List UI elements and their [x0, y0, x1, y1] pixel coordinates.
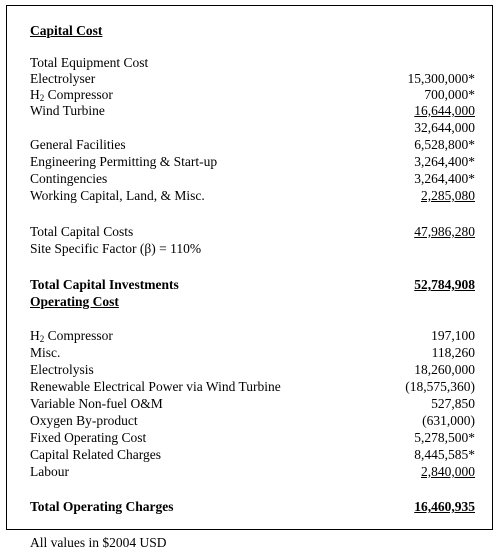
operating-item-row: [30, 396, 475, 412]
operating-item-label: Variable Non-fuel O&M: [30, 396, 163, 411]
capital-cost-heading: Capital Cost: [30, 23, 103, 38]
operating-item-value: 8,445,585*: [414, 447, 475, 462]
operating-item-label: Labour: [30, 464, 69, 479]
capital-item-label: [30, 87, 113, 103]
operating-item-row: [30, 413, 475, 429]
capital-item-value: 15,300,000*: [407, 71, 475, 86]
site-factor-label: Site Specific Factor (β) = 110%: [30, 241, 202, 256]
footnote: All values in $2004 USD: [30, 535, 167, 550]
operating-item-row: [30, 328, 475, 344]
operating-item-value: (631,000): [422, 413, 475, 428]
capital-investments-label: Total Capital Investments: [30, 277, 179, 292]
operating-item-row: [30, 379, 475, 395]
operating-item-value: 527,850: [431, 396, 475, 411]
other-item-label: General Facilities: [30, 137, 126, 152]
capital-total-row: [30, 224, 475, 240]
operating-item-value: 5,278,500*: [414, 430, 475, 445]
capital-item-value: 16,644,000: [414, 103, 475, 118]
operating-item-label: Capital Related Charges: [30, 447, 161, 462]
label-prefix: H: [30, 328, 40, 343]
operating-total-row: [30, 499, 475, 515]
operating-cost-heading: Operating Cost: [30, 294, 119, 309]
capital-item-row: [30, 71, 475, 87]
operating-total-value: 16,460,935: [414, 499, 475, 514]
operating-item-row: [30, 430, 475, 446]
other-item-row: [30, 171, 475, 187]
operating-item-row: [30, 464, 475, 480]
operating-item-value: 18,260,000: [414, 362, 475, 377]
label-subscript: 2: [39, 334, 45, 344]
capital-item-row: [30, 103, 475, 119]
operating-item-value: (18,575,360): [405, 379, 475, 394]
operating-item-value: 2,840,000: [421, 464, 475, 479]
cost-table-frame: [6, 5, 493, 530]
site-factor-row: [30, 241, 475, 257]
equipment-total-value: 32,644,000: [414, 120, 475, 135]
capital-total-value: 47,986,280: [414, 224, 475, 239]
other-item-value: 3,264,400*: [414, 171, 475, 186]
capital-total-label: Total Capital Costs: [30, 224, 134, 239]
label-subscript: 2: [39, 93, 45, 103]
equipment-heading-row: [30, 55, 475, 71]
other-item-row: [30, 188, 475, 204]
operating-item-label: Misc.: [30, 345, 61, 360]
operating-total-label: Total Operating Charges: [30, 499, 174, 514]
equipment-heading: Total Equipment Cost: [30, 55, 149, 70]
other-item-row: [30, 154, 475, 170]
other-item-label: Working Capital, Land, & Misc.: [30, 188, 205, 203]
operating-item-label: Fixed Operating Cost: [30, 430, 147, 445]
label-suffix: Compressor: [44, 87, 113, 102]
other-item-label: Engineering Permitting & Start-up: [30, 154, 218, 169]
capital-investments-value: 52,784,908: [414, 277, 475, 292]
capital-item-label: Electrolyser: [30, 71, 96, 86]
other-item-label: Contingencies: [30, 171, 108, 186]
capital-item-label: Wind Turbine: [30, 103, 105, 118]
equipment-total-row: [30, 120, 475, 136]
operating-item-label: Electrolysis: [30, 362, 94, 377]
operating-item-row: [30, 362, 475, 378]
capital-cost-heading-row: [30, 23, 475, 39]
other-item-value: 6,528,800*: [414, 137, 475, 152]
label-prefix: H: [30, 87, 40, 102]
operating-item-label: Renewable Electrical Power via Wind Turbine: [30, 379, 281, 394]
operating-item-label: [30, 328, 113, 344]
capital-investments-row: [30, 277, 475, 293]
other-item-row: [30, 137, 475, 153]
operating-item-value: 118,260: [431, 345, 475, 360]
other-item-value: 2,285,080: [421, 188, 475, 203]
operating-cost-heading-row: [30, 294, 475, 310]
operating-item-label: Oxygen By-product: [30, 413, 138, 428]
other-item-value: 3,264,400*: [414, 154, 475, 169]
operating-item-value: 197,100: [431, 328, 475, 343]
operating-item-row: [30, 447, 475, 463]
label-suffix: Compressor: [44, 328, 113, 343]
operating-item-row: [30, 345, 475, 361]
capital-item-row: [30, 87, 475, 103]
capital-item-value: 700,000*: [424, 87, 475, 102]
